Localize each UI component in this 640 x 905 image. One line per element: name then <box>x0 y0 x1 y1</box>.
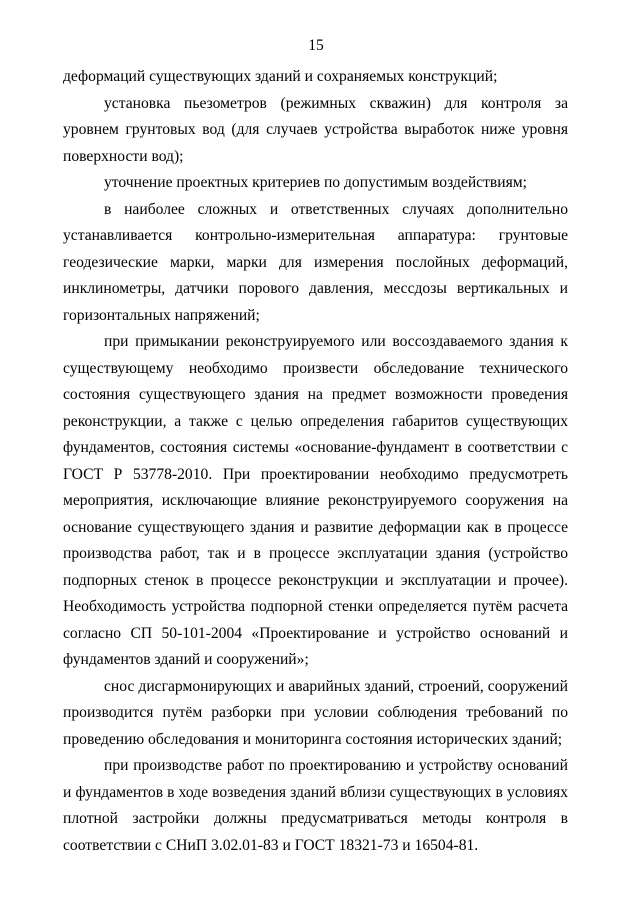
page-number: 15 <box>308 37 324 54</box>
document-body <box>63 64 568 859</box>
paragraph-control-methods: при производстве работ по проектированию и устройству оснований и фундаментов в ходе возведения зданий вблизи существующих в условиях плотной застройки должны предусматриваться методы контроля в соответствии с СНиП 3.02.01-83 и ГОСТ 18321-73 и 16504-81. <box>63 757 568 854</box>
paragraph-design-criteria: уточнение проектных критериев по допустимым воздействиям; <box>104 174 528 191</box>
paragraph-instrumentation: в наиболее сложных и ответственных случаях дополнительно устанавливается контрольно-измерительная аппаратура: грунтовые геодезические марки, марки для измерения послойных деформаций, инклинометры, датчики порового давления, мессдозы вертикальных и горизонтальных напряжений; <box>63 200 568 324</box>
paragraph-demolition: снос дисгармонирующих и аварийных зданий, строений, сооружений производится путём разборки при условии соблюдения требований по проведению обследования и мониторинга состояния исторических зданий; <box>63 677 568 748</box>
paragraph-continuation: деформаций существующих зданий и сохраняемых конструкций; <box>63 68 498 85</box>
paragraph-piezometers: установка пьезометров (режимных скважин) для контроля за уровнем грунтовых вод (для случаев устройства выработок ниже уровня поверхности вод); <box>63 94 568 165</box>
paragraph-adjacent-building: при примыкании реконструируемого или воссоздаваемого здания к существующему необходимо произвести обследование технического состояния существующего здания на предмет возможности проведения реконструкции, а также с целью определения габаритов существующих фундаментов, состояния системы «основание-фундамент в соответствии с ГОСТ Р 53778-2010. При проектировании необходимо предусмотреть мероприятия, исключающие влияние реконструируемого сооружения на основание существующего здания и развитие деформации как в процессе производства работ, так и в процессе эксплуатации здания (устройство подпорных стенок в процессе реконструкции и эксплуатации и прочее). Необходимость устройства подпорной стенки определяется путём расчета согласно СП 50-101-2004 «Проектирование и устройство оснований и фундаментов зданий и сооружений»; <box>63 333 568 668</box>
